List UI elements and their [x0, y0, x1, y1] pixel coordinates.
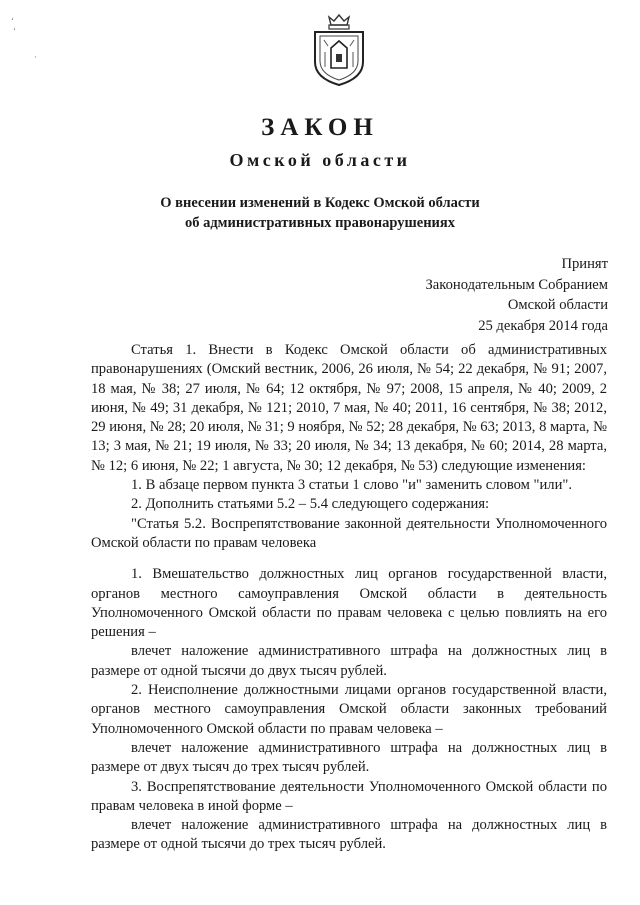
article-1-paragraph: Статья 1. Внести в Кодекс Омской области об административных правонарушениях (Омский вестник, 2006, 26 июля, № 54; 22 декабря, № 91; 2007, 18 мая, № 38; 27 июля, № 64; 12 октября, № 97; 2008, 15 апреля, № 40; 2009, 2 июня, № 49; 31 декабря, № 121; 2010, 7 мая, № 40; 2011, 16 сентября, № 38; 2012, 29 июня, № 28; 20 июля, № 31; 9 ноября, № 52; 28 декабря, № 63; 2013, 8 марта, № 13; 3 мая, № 21; 19 июля, № 33; 20 июля, № 34; 13 декабря, № 60; 2014, 28 марта, № 12; 6 июня, № 22; 1 августа, № 30; 12 декабря, № 53) следующие изменения: — [91, 342, 607, 474]
adoption-line: Законодательным Собранием — [425, 276, 608, 293]
law-title-line: об административных правонарушениях — [184, 215, 456, 231]
article-5-2-part-2: 2. Неисполнение должностными лицами органов государственной власти, органов местного самоуправления Омской области законных требований Уполномоченного Омской области по правам человека – — [91, 682, 607, 737]
document-body — [91, 341, 607, 855]
issuer-heading: Омской области — [229, 150, 411, 170]
document-type-heading: ЗАКОН — [261, 114, 379, 141]
adoption-line: Принят — [561, 256, 608, 272]
article-5-2-part-1: 1. Вмешательство должностных лиц органов государственной власти, органов местного самоуправления Омской области в деятельность Уполномоченного Омской области по правам человека с целью повлиять на его решения – — [91, 566, 607, 641]
adoption-block — [426, 254, 609, 336]
article-5-2-part-1-penalty: влечет наложение административного штрафа на должностных лиц в размере от одной тысячи до двух тысяч рублей. — [91, 643, 607, 679]
amendment-item-2: 2. Дополнить статьями 5.2 – 5.4 следующего содержания: — [131, 496, 490, 513]
article-5-2-part-3-penalty: влечет наложение административного штрафа на должностных лиц в размере от одной тысячи до трех тысяч рублей. — [91, 817, 607, 853]
law-title — [0, 193, 640, 233]
omsk-coat-of-arms-icon — [307, 12, 371, 88]
scan-mark: ‘ — [13, 26, 16, 36]
law-title-line: О внесении изменений в Кодекс Омской области — [160, 195, 480, 211]
adoption-line: Омской области — [507, 297, 608, 313]
article-5-2-heading: "Статья 5.2. Воспрепятствование законной деятельности Уполномоченного Омской области по правам человека — [91, 515, 607, 551]
article-5-2-part-2-penalty: влечет наложение административного штрафа на должностных лиц в размере от двух тысяч до трех тысяч рублей. — [91, 739, 607, 776]
scan-mark: ‘ — [11, 16, 14, 26]
article-5-2-part-3: 3. Воспрепятствование деятельности Уполномоченного Омской области по правам человека в иной форме – — [91, 778, 607, 814]
scan-mark: · — [34, 52, 37, 62]
amendment-item-1: 1. В абзаце первом пункта 3 статьи 1 слово "и" заменить словом "или". — [131, 477, 572, 494]
adoption-date: 25 декабря 2014 года — [478, 317, 608, 334]
